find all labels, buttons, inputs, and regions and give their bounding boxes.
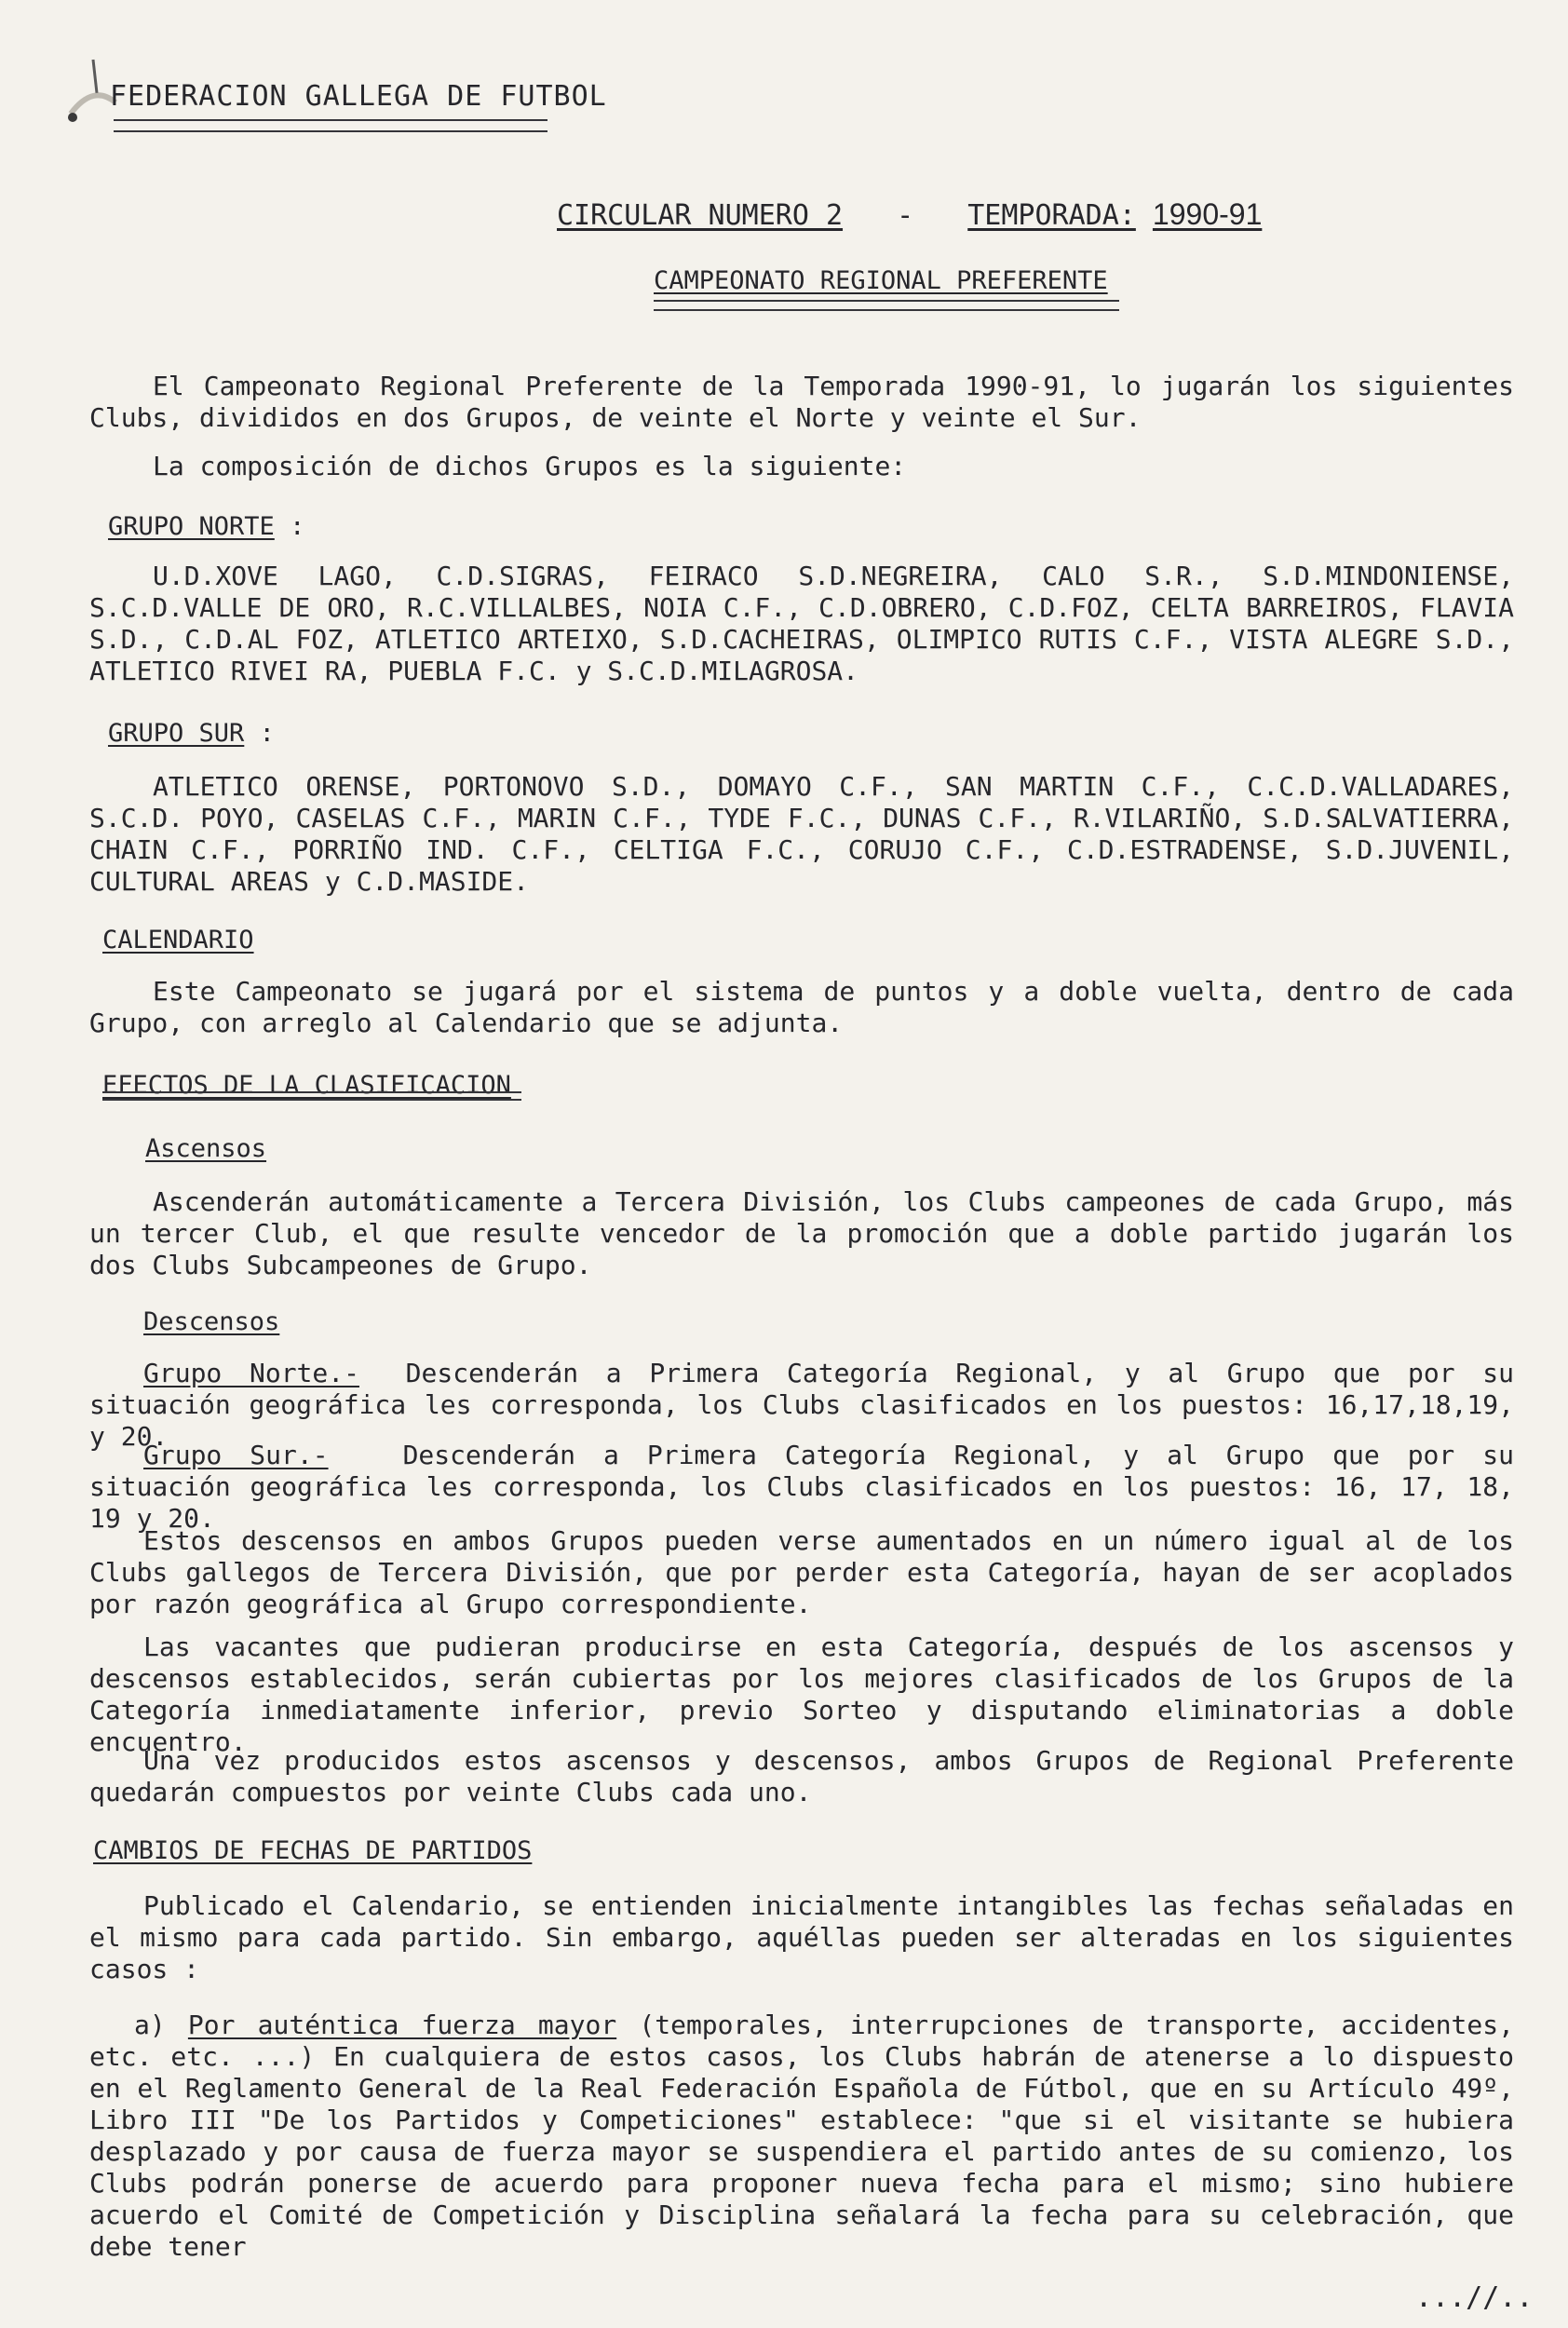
fuerza-mayor-paragraph [89, 2010, 1514, 2263]
descensos-norte-text: Descenderán a Primera Categoría Regional, y al Grupo que por su situación geográfica les corresponda, los Clubs clasificados en los puestos: 16,17,18,19, y 20. [89, 1358, 1514, 1452]
grupo-sur-label-descensos: Grupo Sur.- [143, 1440, 329, 1470]
grupo-norte-heading [108, 512, 304, 541]
intro-composition: La composición de dichos Grupos es la siguiente: [153, 451, 907, 481]
grupo-sur-label: GRUPO SUR [108, 719, 245, 748]
calendario-heading: CALENDARIO [102, 926, 254, 954]
season-value: 1990-91 [1152, 197, 1263, 231]
fuerza-mayor-label: Por auténtica fuerza mayor [187, 2010, 617, 2040]
grupo-norte-label: GRUPO NORTE [108, 512, 275, 541]
grupo-sur-heading [108, 719, 275, 748]
organization-name: FEDERACION GALLEGA DE FUTBOL [110, 80, 607, 113]
descensos-sur-text: Descenderán a Primera Categoría Regional, y al Grupo que por su situación geográfica les corresponda, los Clubs clasificados en los puestos: 16, 17, 18, 19 y 20. [89, 1440, 1514, 1534]
descensos-heading: Descensos [143, 1307, 280, 1336]
descensos-sur [89, 1440, 1514, 1535]
aumento-paragraph: Estos descensos en ambos Grupos pueden verse aumentados en un número igual al de los Clubs gallegos de Tercera División, que por perder esta Categoría, hayan de ser acoplados por razón geográfica al Grupo correspondiente. [89, 1525, 1514, 1619]
circular-line [557, 197, 1262, 232]
grupo-norte-label-descensos: Grupo Norte.- [143, 1358, 359, 1388]
fuerza-mayor-text: (temporales, interrupciones de transporte, accidentes, etc. etc. ...) En cualquiera de estos casos, los Clubs habrán de atenerse a lo dispuesto en el Reglamento General de la Real Federación Española de Fútbol, que en su Artículo 49º, Libro III "De los Partidos y Competiciones" establece: "que si el visitante se hubiera desplazado y por causa de fuerza mayor se suspendiera el partido antes de su comienzo, los Clubs podrán ponerse de acuerdo para proponer nueva fecha para el mismo; sino hubiere acuerdo el Comité de Competición y Disciplina señalará la fecha para su celebración, que debe tener [89, 2010, 1514, 2262]
grupo-norte-clubs: U.D.XOVE LAGO, C.D.SIGRAS, FEIRACO S.D.NEGREIRA, CALO S.R., S.D.MINDONIENSE, S.C.D.VALLE DE ORO, R.C.VILLALBES, NOIA C.F., C.D.OBRERO, C.D.FOZ, CELTA BARREIROS, FLAVIA S.D., C.D.AL FOZ, ATLETICO ARTEIXO, S.D.CACHEIRAS, OLIMPICO RUTIS C.F., VISTA ALEGRE S.D., ATLETICO RIVEI RA, PUEBLA F.C. y S.C.D.MILAGROSA. [89, 561, 1514, 686]
ascensos-heading: Ascensos [145, 1134, 267, 1163]
veinte-clubs-paragraph: Una vez producidos estos ascensos y descensos, ambos Grupos de Regional Preferente quedarán compuestos por veinte Clubs cada uno. [89, 1745, 1514, 1807]
efectos-double-underline [102, 1091, 521, 1101]
season-label: TEMPORADA: [967, 199, 1136, 232]
separator-dash: - [897, 199, 914, 232]
calendario-text: Este Campeonato se jugará por el sistema de puntos y a doble vuelta, dentro de cada Grupo, con arreglo al Calendario que se adjunta. [89, 976, 1514, 1038]
cambios-heading: CAMBIOS DE FECHAS DE PARTIDOS [93, 1836, 533, 1865]
descensos-norte [89, 1358, 1514, 1453]
vacantes-paragraph: Las vacantes que pudieran producirse en esta Categoría, después de los ascensos y descensos establecidos, serán cubiertas por los mejores clasificados de los Grupos de la Categoría inmediatamente inferior, previo Sorteo y disputando eliminatorias a doble encuentro. [89, 1631, 1514, 1757]
intro-paragraph: El Campeonato Regional Preferente de la Temporada 1990-91, lo jugarán los siguientes Clubs, divididos en dos Grupos, de veinte el Norte y veinte el Sur. [89, 371, 1514, 433]
circular-number: CIRCULAR NUMERO 2 [557, 199, 844, 232]
championship-title: CAMPEONATO REGIONAL PREFERENTE [654, 266, 1108, 295]
grupo-norte-colon: : [290, 512, 305, 541]
continuation-mark: ...//.. [1415, 2281, 1534, 2314]
organization-double-underline [114, 119, 547, 132]
grupo-sur-clubs: ATLETICO ORENSE, PORTONOVO S.D., DOMAYO C.F., SAN MARTIN C.F., C.C.D.VALLADARES, S.C.D. POYO, CASELAS C.F., MARIN C.F., TYDE F.C., DUNAS C.F., R.VILARIÑO, S.D.SALVATIERRA, CHAIN C.F., PORRIÑO IND. C.F., CELTIGA F.C., CORUJO C.F., C.D.ESTRADENSE, S.D.JUVENIL, CULTURAL AREAS y C.D.MASIDE. [89, 771, 1514, 897]
item-a-prefix: a) [134, 2010, 166, 2040]
ascensos-text: Ascenderán automáticamente a Tercera División, los Clubs campeones de cada Grupo, más un tercer Club, el que resulte vencedor de la promoción que a doble partido jugarán los dos Clubs Subcampeones de Grupo. [89, 1186, 1514, 1280]
grupo-sur-colon: : [259, 719, 275, 748]
cambios-intro: Publicado el Calendario, se entienden inicialmente intangibles las fechas señaladas en el mismo para cada partido. Sin embargo, aquéllas pueden ser alteradas en los siguientes casos : [89, 1890, 1514, 1984]
efectos-heading: EFECTOS DE LA CLASIFICACION [102, 1071, 511, 1100]
championship-double-underline [654, 300, 1119, 311]
